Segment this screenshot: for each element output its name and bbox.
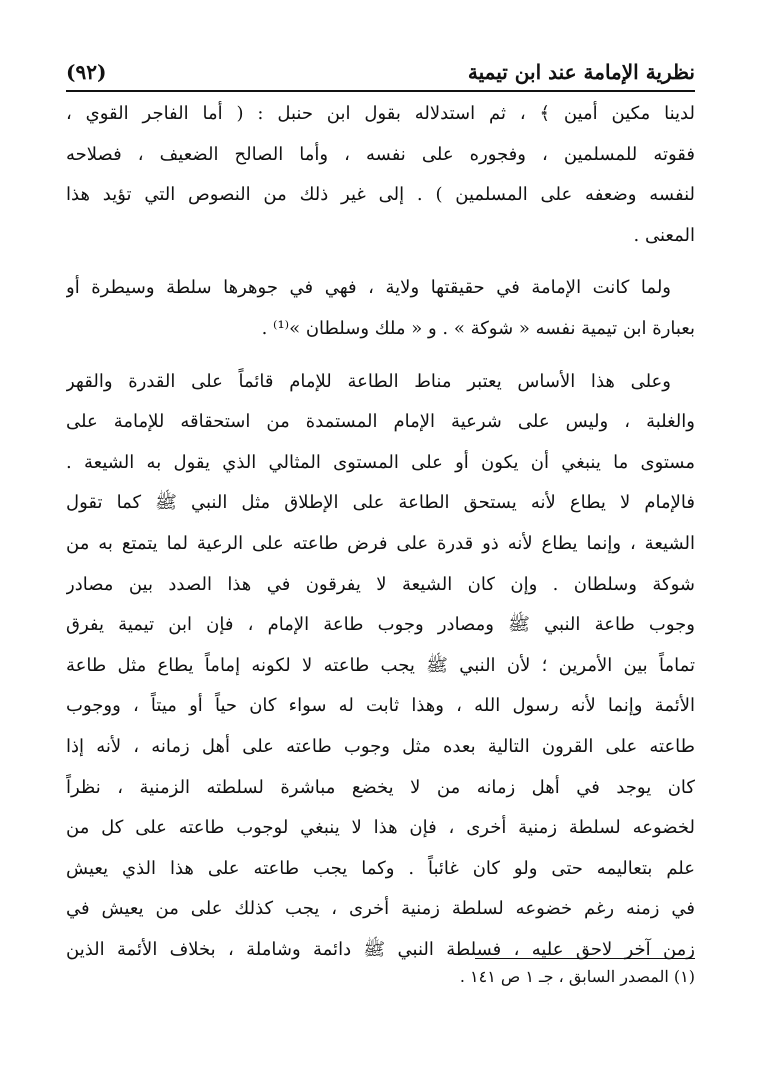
text-line: وجوب طاعة النبي ﷺ ومصادر وجوب طاعة الإمام ، فإن ابن تيمية يفرق — [66, 614, 695, 636]
text-line: تماماً بين الأمرين ؛ لأن النبي ﷺ يجب طاعته لا لكونه إماماً يطاع مثل طاعة — [66, 654, 695, 676]
text-line: زمن آخر لاحق عليه ، فسلطة النبي ﷺ دائمة وشاملة ، بخلاف الأئمة الذين — [66, 938, 695, 960]
body-text — [66, 94, 695, 970]
footnote-divider — [475, 958, 695, 959]
text-line: لدينا مكين أمين ﴾ ، ثم استدلاله بقول ابن حنبل : ( أما الفاجر القوي ، — [66, 103, 695, 124]
text-line: في زمنه رغم خضوعه لسلطة زمنية أخرى ، يجب كذلك على من يعيش في — [66, 898, 695, 920]
text-line: ولما كانت الإمامة في حقيقتها ولاية ، فهي في جوهرها سلطة وسيطرة أو — [66, 277, 671, 299]
text-line: بعبارة ابن تيمية نفسه « شوكة » . و « ملك وسلطان »⁽¹⁾ . — [261, 317, 695, 339]
text-line: الشيعة ، وإنما يطاع لأنه ذو قدرة على فرض طاعته على الرعية لما يتمتع به من — [66, 532, 695, 554]
paragraph-1 — [66, 94, 695, 256]
page-number: (٩٢) — [66, 60, 107, 84]
text-line: فقوته للمسلمين ، وفجوره على نفسه ، وأما الصالح الضعيف ، فصلاحه — [66, 143, 695, 165]
text-line: المعنى . — [633, 224, 695, 246]
footnote: (١) المصدر السابق ، جـ ١ ص ١٤١ . — [459, 967, 695, 986]
paragraph-2 — [66, 268, 695, 349]
text-line: لخضوعه لسلطة زمنية أخرى ، فإن هذا لا ينبغي لوجوب طاعته على كل من — [66, 817, 695, 839]
text-line: لنفسه وضعفه على المسلمين ) . إلى غير ذلك من النصوص التي تؤيد هذا — [66, 184, 695, 206]
header-divider — [66, 90, 695, 92]
text-line: طاعته على القرون التالية بعده مثل وجوب طاعته على أهل زمانه ، لأنه إذا — [66, 735, 695, 757]
page-header — [66, 48, 695, 90]
running-title: نظرية الإمامة عند ابن تيمية — [467, 60, 695, 84]
text-line: فالإمام لا يطاع لأنه يستحق الطاعة على الإطلاق مثل النبي ﷺ كما تقول — [66, 492, 695, 514]
text-line: والغلبة ، وليس على شرعية الإمام المستمدة من استحقاقه للإمامة على — [66, 411, 695, 433]
text-line: علم بتعاليمه حتى ولو كان غائباً . وكما يجب طاعته على هذا الذي يعيش — [66, 857, 695, 879]
text-line: مستوى ما ينبغي أن يكون أو على المستوى المثالي الذي يقول به الشيعة . — [66, 451, 695, 473]
text-line: الأئمة وإنما لأنه رسول الله ، وهذا ثابت له سواء كان حياً أو ميتاً ، ووجوب — [66, 695, 695, 717]
paragraph-3 — [66, 362, 695, 971]
text-line: وعلى هذا الأساس يعتبر مناط الطاعة للإمام قائماً على القدرة والقهر — [66, 370, 671, 392]
text-line: كان يوجد في أهل زمانه من لا يخضع مباشرة لسلطته الزمنية ، نظراً — [66, 776, 695, 798]
text-line: شوكة وسلطان . وإن كان الشيعة لا يفرقون في هذا الصدد بين مصادر — [66, 573, 695, 595]
